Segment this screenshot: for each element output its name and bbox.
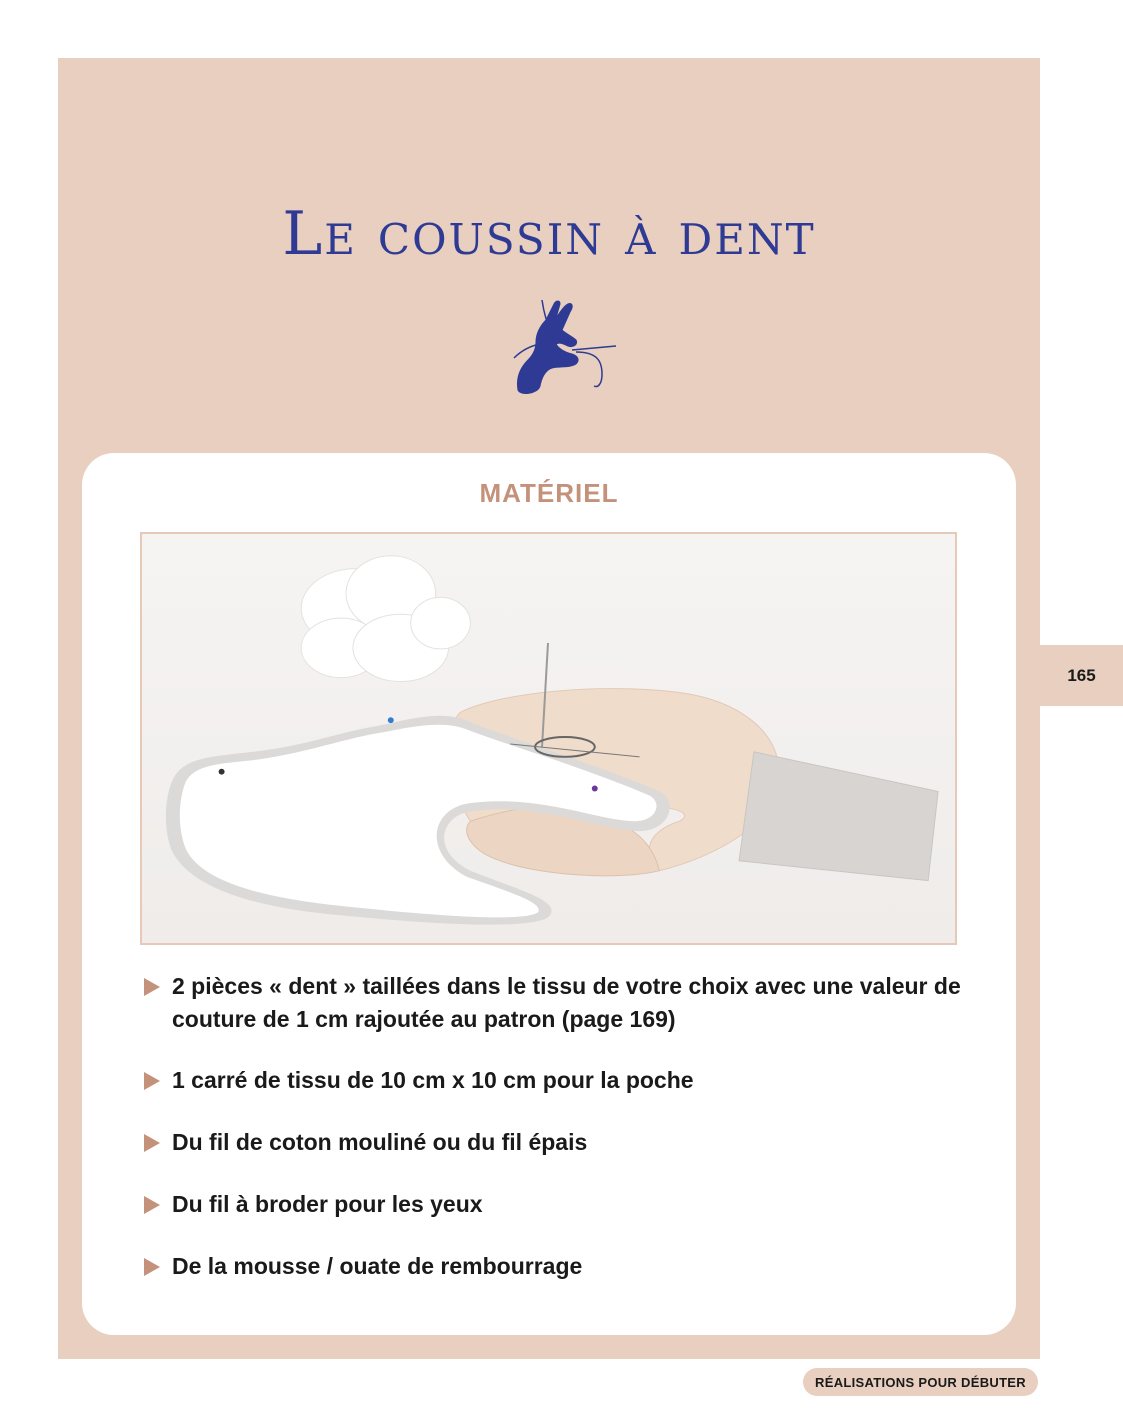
list-item-text: 1 carré de tissu de 10 cm x 10 cm pour la poche (172, 1067, 694, 1093)
materials-heading: MATÉRIEL (479, 478, 619, 508)
materials-list (140, 970, 980, 1283)
list-item (140, 1250, 980, 1283)
triangle-bullet-icon (144, 978, 160, 996)
list-item-text: De la mousse / ouate de rembourrage (172, 1253, 583, 1279)
sewing-hand-icon (506, 290, 622, 400)
list-item-text: Du fil à broder pour les yeux (172, 1191, 483, 1217)
triangle-bullet-icon (144, 1134, 160, 1152)
section-footer (803, 1368, 1038, 1396)
list-item (140, 1188, 980, 1221)
footer-label: RÉALISATIONS POUR DÉBUTER (815, 1374, 1026, 1390)
triangle-bullet-icon (144, 1072, 160, 1090)
page-title: Le coussin à dent (282, 199, 816, 269)
list-item-text: 2 pièces « dent » taillées dans le tissu de votre choix avec une valeur de couture de 1 cm rajoutée au patron (page 169) (172, 973, 961, 1032)
triangle-bullet-icon (144, 1196, 160, 1214)
triangle-bullet-icon (144, 1258, 160, 1276)
page-number: 165 (1067, 665, 1096, 685)
page-number-tab (1040, 645, 1123, 706)
materials-photo (140, 532, 957, 945)
list-item (140, 1126, 980, 1159)
list-item (140, 1064, 980, 1097)
fabric-tooth-cushion-photo (142, 534, 955, 943)
list-item (140, 970, 980, 1036)
list-item-text: Du fil de coton mouliné ou du fil épais (172, 1129, 588, 1155)
